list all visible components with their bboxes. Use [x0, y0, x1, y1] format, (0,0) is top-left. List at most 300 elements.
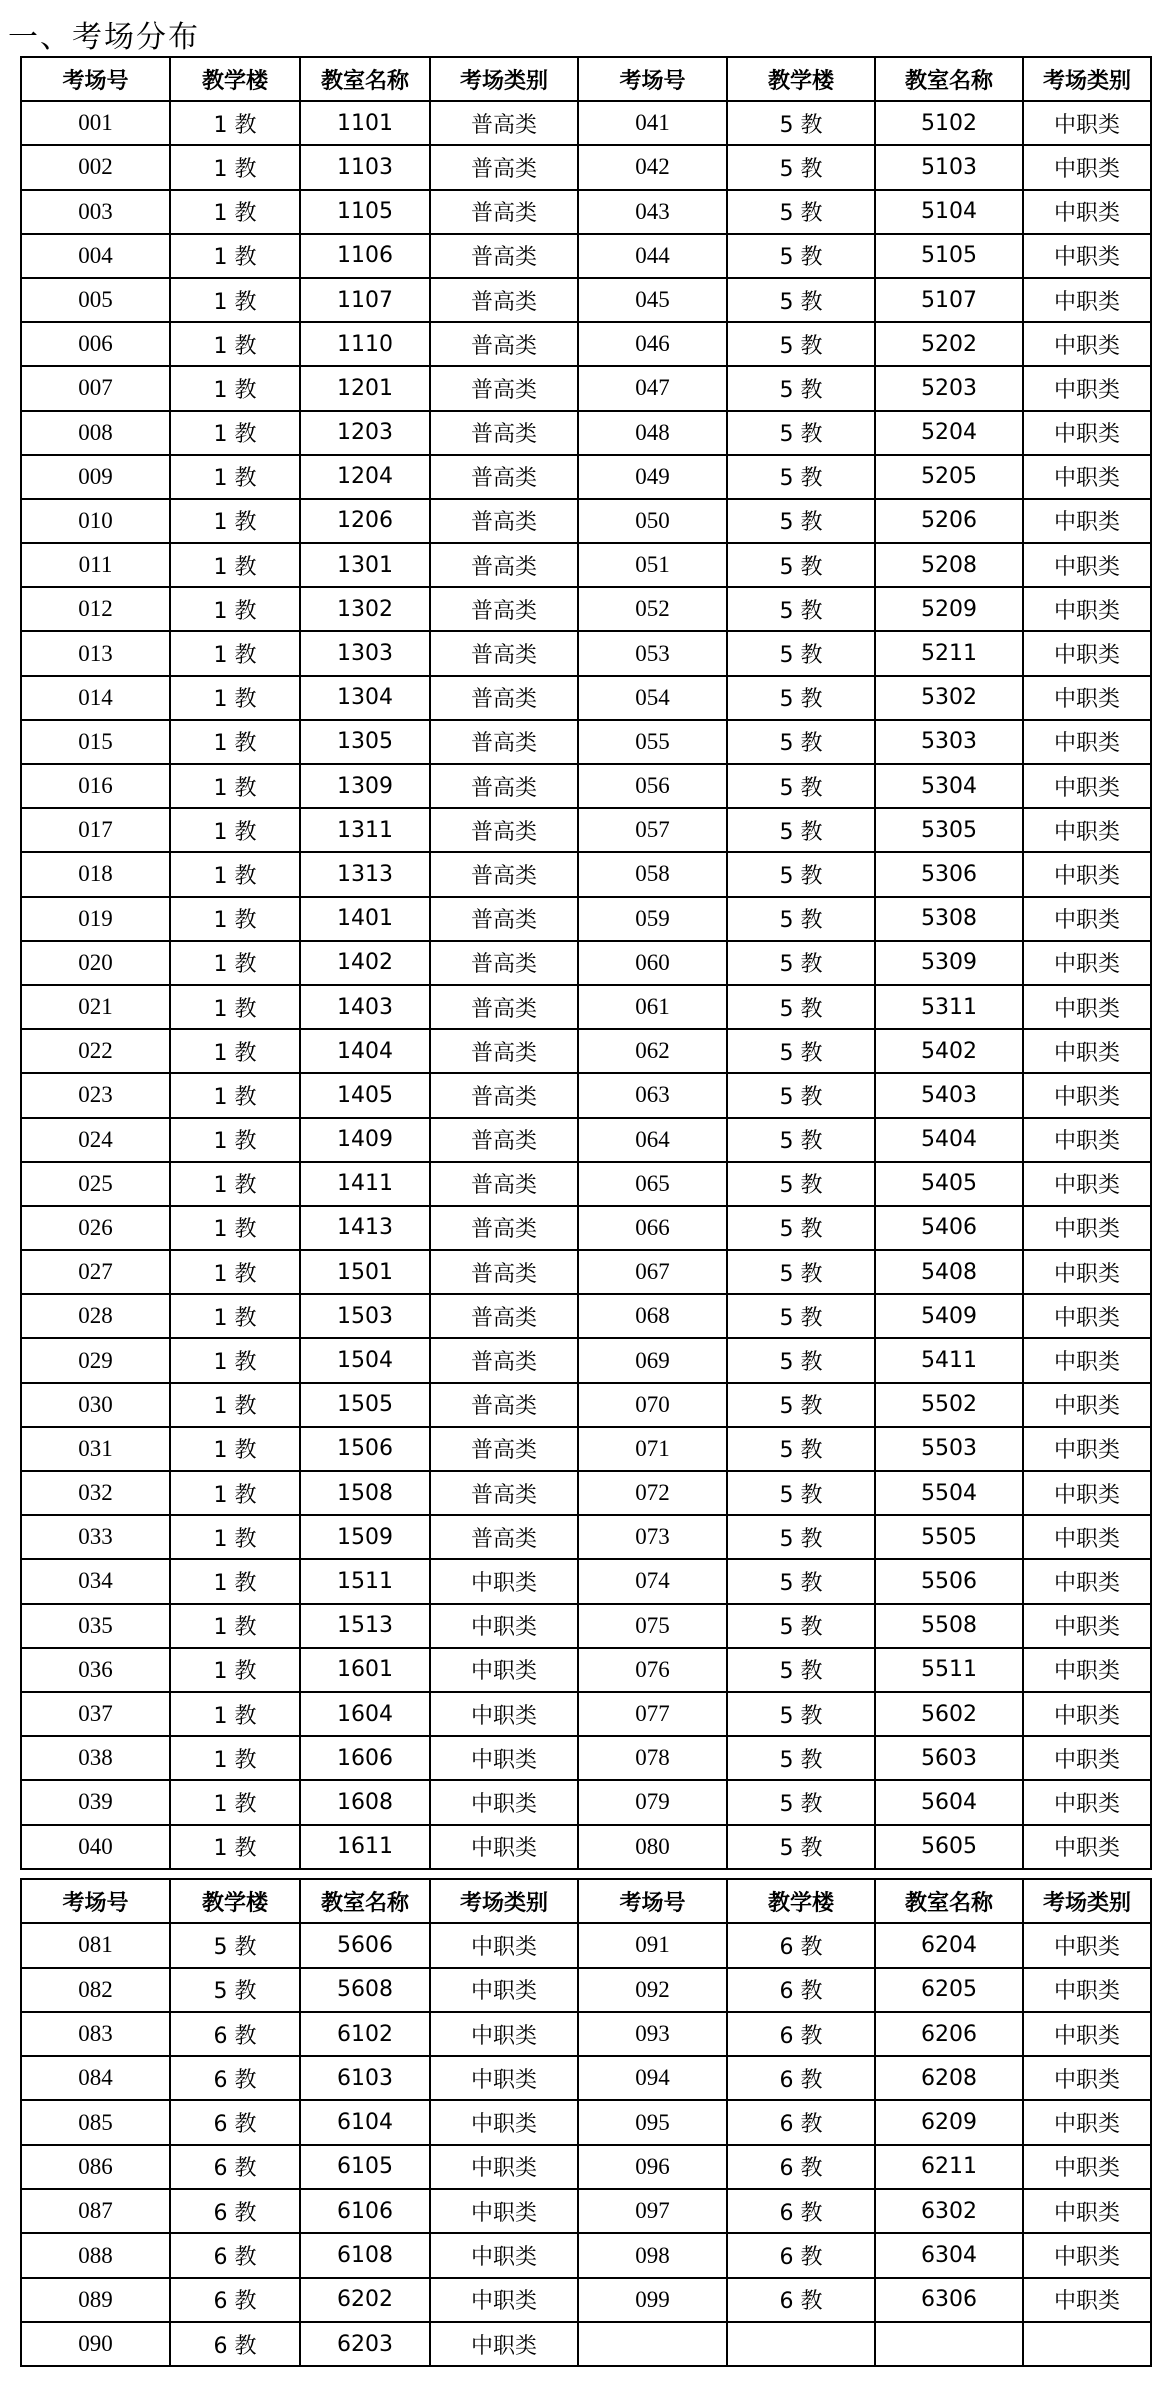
classroom-cell: 6306	[875, 2278, 1023, 2322]
column-header: 教室名称	[875, 57, 1023, 101]
column-header: 教室名称	[300, 1879, 430, 1923]
room-number-cell: 039	[21, 1780, 170, 1824]
room-number-cell: 040	[21, 1825, 170, 1869]
table-row	[21, 1559, 1151, 1603]
classroom-cell: 5303	[875, 720, 1023, 764]
room-number-cell: 079	[578, 1780, 727, 1824]
exam-room-table-2	[20, 1878, 1152, 2367]
classroom-cell: 1304	[300, 676, 430, 720]
table-row	[21, 366, 1151, 410]
room-number-cell: 067	[578, 1250, 727, 1294]
table-row	[21, 101, 1151, 145]
classroom-cell: 1309	[300, 764, 430, 808]
table-row	[21, 2145, 1151, 2189]
building-cell: 1 教	[170, 1604, 300, 1648]
room-number-cell: 021	[21, 985, 170, 1029]
room-number-cell: 053	[578, 631, 727, 675]
classroom-cell: 1110	[300, 322, 430, 366]
classroom-cell: 5602	[875, 1692, 1023, 1736]
column-header: 教学楼	[727, 57, 875, 101]
column-header: 考场类别	[1023, 1879, 1151, 1923]
classroom-cell: 5403	[875, 1073, 1023, 1117]
classroom-cell: 1606	[300, 1736, 430, 1780]
category-cell: 中职类	[430, 2145, 578, 2189]
category-cell: 中职类	[1023, 1206, 1151, 1250]
building-cell: 6 教	[727, 2056, 875, 2100]
room-number-cell: 016	[21, 764, 170, 808]
table-row	[21, 808, 1151, 852]
table-row	[21, 1736, 1151, 1780]
room-number-cell: 049	[578, 455, 727, 499]
category-cell: 中职类	[1023, 1029, 1151, 1073]
classroom-cell: 5102	[875, 101, 1023, 145]
column-header: 教室名称	[300, 57, 430, 101]
room-number-cell: 006	[21, 322, 170, 366]
room-number-cell: 031	[21, 1427, 170, 1471]
building-cell: 1 教	[170, 941, 300, 985]
room-number-cell: 048	[578, 411, 727, 455]
building-cell: 5 教	[727, 1338, 875, 1382]
classroom-cell: 6203	[300, 2322, 430, 2366]
building-cell: 1 教	[170, 499, 300, 543]
table-row	[21, 631, 1151, 675]
building-cell: 6 教	[170, 2145, 300, 2189]
room-number-cell: 059	[578, 897, 727, 941]
category-cell: 中职类	[1023, 1515, 1151, 1559]
room-number-cell: 098	[578, 2233, 727, 2277]
classroom-cell: 5503	[875, 1427, 1023, 1471]
building-cell: 5 教	[727, 1294, 875, 1338]
category-cell: 中职类	[430, 1559, 578, 1603]
building-cell: 1 教	[170, 101, 300, 145]
category-cell: 普高类	[430, 1073, 578, 1117]
classroom-cell: 5308	[875, 897, 1023, 941]
building-cell: 5 教	[727, 1029, 875, 1073]
classroom-cell: 6103	[300, 2056, 430, 2100]
category-cell: 中职类	[1023, 1294, 1151, 1338]
building-cell: 5 教	[170, 1968, 300, 2012]
building-cell: 5 教	[727, 455, 875, 499]
room-number-cell: 097	[578, 2189, 727, 2233]
room-number-cell: 022	[21, 1029, 170, 1073]
room-number-cell: 029	[21, 1338, 170, 1382]
room-number-cell: 072	[578, 1471, 727, 1515]
building-cell: 5 教	[727, 587, 875, 631]
building-cell: 6 教	[170, 2100, 300, 2144]
building-cell: 5 教	[727, 1471, 875, 1515]
room-number-cell: 037	[21, 1692, 170, 1736]
building-cell: 1 教	[170, 1118, 300, 1162]
table-row	[21, 1294, 1151, 1338]
category-cell: 普高类	[430, 1250, 578, 1294]
classroom-cell: 1313	[300, 852, 430, 896]
category-cell: 中职类	[1023, 2100, 1151, 2144]
category-cell: 普高类	[430, 631, 578, 675]
category-cell: 中职类	[430, 2322, 578, 2366]
category-cell: 中职类	[1023, 1736, 1151, 1780]
classroom-cell: 5511	[875, 1648, 1023, 1692]
building-cell: 1 教	[170, 1648, 300, 1692]
building-cell: 5 教	[727, 1073, 875, 1117]
table-row	[21, 1073, 1151, 1117]
building-cell: 6 教	[727, 2145, 875, 2189]
building-cell: 1 教	[170, 1073, 300, 1117]
classroom-cell: 5105	[875, 234, 1023, 278]
table-row	[21, 1923, 1151, 1967]
category-cell: 中职类	[1023, 499, 1151, 543]
room-number-cell: 062	[578, 1029, 727, 1073]
room-number-cell: 009	[21, 455, 170, 499]
category-cell: 中职类	[1023, 720, 1151, 764]
room-number-cell: 014	[21, 676, 170, 720]
building-cell: 6 教	[170, 2233, 300, 2277]
room-number-cell: 063	[578, 1073, 727, 1117]
room-number-cell: 065	[578, 1162, 727, 1206]
category-cell: 中职类	[1023, 1648, 1151, 1692]
section-title: 一、考场分布	[8, 20, 200, 55]
building-cell: 1 教	[170, 985, 300, 1029]
room-number-cell: 064	[578, 1118, 727, 1162]
classroom-cell: 6202	[300, 2278, 430, 2322]
category-cell: 中职类	[1023, 366, 1151, 410]
classroom-cell: 6205	[875, 1968, 1023, 2012]
room-number-cell: 020	[21, 941, 170, 985]
category-cell: 普高类	[430, 1338, 578, 1382]
table-row	[21, 720, 1151, 764]
classroom-cell: 6104	[300, 2100, 430, 2144]
room-number-cell: 082	[21, 1968, 170, 2012]
category-cell: 中职类	[430, 1648, 578, 1692]
classroom-cell: 5506	[875, 1559, 1023, 1603]
table-row	[21, 1692, 1151, 1736]
room-number-cell: 088	[21, 2233, 170, 2277]
classroom-cell: 1506	[300, 1427, 430, 1471]
table-row	[21, 587, 1151, 631]
category-cell: 普高类	[430, 366, 578, 410]
room-number-cell: 045	[578, 278, 727, 322]
classroom-cell: 5605	[875, 1825, 1023, 1869]
room-number-cell: 061	[578, 985, 727, 1029]
category-cell: 中职类	[1023, 852, 1151, 896]
building-cell: 5 教	[170, 1923, 300, 1967]
classroom-cell: 1608	[300, 1780, 430, 1824]
room-number-cell	[578, 2322, 727, 2366]
category-cell: 中职类	[1023, 764, 1151, 808]
classroom-cell: 1513	[300, 1604, 430, 1648]
header-row	[21, 1879, 1151, 1923]
room-number-cell: 011	[21, 543, 170, 587]
classroom-cell: 6102	[300, 2012, 430, 2056]
room-number-cell: 052	[578, 587, 727, 631]
classroom-cell: 1409	[300, 1118, 430, 1162]
building-cell: 5 教	[727, 1559, 875, 1603]
classroom-cell: 5404	[875, 1118, 1023, 1162]
category-cell: 普高类	[430, 764, 578, 808]
classroom-cell: 5209	[875, 587, 1023, 631]
category-cell: 中职类	[1023, 631, 1151, 675]
building-cell: 1 教	[170, 1294, 300, 1338]
room-number-cell: 027	[21, 1250, 170, 1294]
room-number-cell: 033	[21, 1515, 170, 1559]
room-number-cell: 025	[21, 1162, 170, 1206]
building-cell: 1 教	[170, 764, 300, 808]
building-cell: 1 教	[170, 1559, 300, 1603]
table-row	[21, 1648, 1151, 1692]
category-cell: 中职类	[1023, 2233, 1151, 2277]
category-cell: 中职类	[1023, 1427, 1151, 1471]
table-row	[21, 1338, 1151, 1382]
category-cell: 普高类	[430, 101, 578, 145]
room-number-cell: 055	[578, 720, 727, 764]
category-cell: 普高类	[430, 808, 578, 852]
building-cell: 5 教	[727, 1825, 875, 1869]
classroom-cell: 1411	[300, 1162, 430, 1206]
room-number-cell: 081	[21, 1923, 170, 1967]
table-row	[21, 2189, 1151, 2233]
classroom-cell: 5211	[875, 631, 1023, 675]
room-number-cell: 002	[21, 145, 170, 189]
classroom-cell: 5206	[875, 499, 1023, 543]
column-header: 考场号	[21, 1879, 170, 1923]
classroom-cell: 1405	[300, 1073, 430, 1117]
room-number-cell: 096	[578, 2145, 727, 2189]
table-row	[21, 1604, 1151, 1648]
classroom-cell: 5603	[875, 1736, 1023, 1780]
building-cell: 1 教	[170, 190, 300, 234]
table-row	[21, 2100, 1151, 2144]
table-row	[21, 1968, 1151, 2012]
room-number-cell: 091	[578, 1923, 727, 1967]
room-number-cell: 080	[578, 1825, 727, 1869]
room-number-cell: 087	[21, 2189, 170, 2233]
category-cell: 中职类	[1023, 941, 1151, 985]
room-number-cell: 089	[21, 2278, 170, 2322]
building-cell: 6 教	[727, 1968, 875, 2012]
classroom-cell: 5311	[875, 985, 1023, 1029]
classroom-cell: 1206	[300, 499, 430, 543]
building-cell: 5 教	[727, 941, 875, 985]
building-cell: 5 教	[727, 499, 875, 543]
classroom-cell: 5405	[875, 1162, 1023, 1206]
table-row	[21, 2012, 1151, 2056]
building-cell: 5 教	[727, 1427, 875, 1471]
category-cell: 中职类	[1023, 1250, 1151, 1294]
building-cell: 1 教	[170, 322, 300, 366]
category-cell: 中职类	[430, 2278, 578, 2322]
room-number-cell: 099	[578, 2278, 727, 2322]
room-number-cell: 095	[578, 2100, 727, 2144]
building-cell: 1 教	[170, 1250, 300, 1294]
classroom-cell: 1106	[300, 234, 430, 278]
room-number-cell: 068	[578, 1294, 727, 1338]
room-number-cell: 026	[21, 1206, 170, 1250]
header-row	[21, 57, 1151, 101]
category-cell: 普高类	[430, 234, 578, 278]
building-cell: 1 教	[170, 1471, 300, 1515]
building-cell: 1 教	[170, 631, 300, 675]
category-cell: 普高类	[430, 278, 578, 322]
building-cell: 1 教	[170, 145, 300, 189]
classroom-cell: 1601	[300, 1648, 430, 1692]
category-cell: 中职类	[1023, 2189, 1151, 2233]
classroom-cell: 1303	[300, 631, 430, 675]
room-number-cell: 035	[21, 1604, 170, 1648]
building-cell: 5 教	[727, 1515, 875, 1559]
table-row	[21, 234, 1151, 278]
category-cell: 普高类	[430, 985, 578, 1029]
classroom-cell: 6302	[875, 2189, 1023, 2233]
classroom-cell: 5604	[875, 1780, 1023, 1824]
room-number-cell: 075	[578, 1604, 727, 1648]
building-cell: 5 教	[727, 1692, 875, 1736]
building-cell: 1 教	[170, 1515, 300, 1559]
category-cell: 中职类	[1023, 1383, 1151, 1427]
building-cell: 5 教	[727, 1648, 875, 1692]
building-cell: 5 教	[727, 1206, 875, 1250]
category-cell: 普高类	[430, 1515, 578, 1559]
classroom-cell: 1508	[300, 1471, 430, 1515]
room-number-cell: 084	[21, 2056, 170, 2100]
classroom-cell: 1302	[300, 587, 430, 631]
room-number-cell: 093	[578, 2012, 727, 2056]
classroom-cell: 1107	[300, 278, 430, 322]
building-cell: 5 教	[727, 1604, 875, 1648]
category-cell: 中职类	[1023, 2145, 1151, 2189]
room-number-cell: 057	[578, 808, 727, 852]
building-cell: 1 教	[170, 1383, 300, 1427]
room-number-cell: 004	[21, 234, 170, 278]
table-row	[21, 676, 1151, 720]
room-number-cell: 085	[21, 2100, 170, 2144]
building-cell: 1 教	[170, 366, 300, 410]
classroom-cell: 1305	[300, 720, 430, 764]
classroom-cell: 5306	[875, 852, 1023, 896]
classroom-cell: 5104	[875, 190, 1023, 234]
building-cell: 6 教	[727, 2233, 875, 2277]
building-cell: 5 教	[727, 764, 875, 808]
classroom-cell: 5202	[875, 322, 1023, 366]
classroom-cell: 5608	[300, 1968, 430, 2012]
building-cell: 1 教	[170, 1825, 300, 1869]
building-cell: 1 教	[170, 1162, 300, 1206]
classroom-cell: 5409	[875, 1294, 1023, 1338]
building-cell: 5 教	[727, 543, 875, 587]
column-header: 考场号	[578, 1879, 727, 1923]
classroom-cell: 5606	[300, 1923, 430, 1967]
category-cell: 普高类	[430, 1118, 578, 1162]
table-body	[21, 1923, 1151, 2366]
classroom-cell: 1511	[300, 1559, 430, 1603]
building-cell: 1 教	[170, 1736, 300, 1780]
classroom-cell: 6304	[875, 2233, 1023, 2277]
room-number-cell: 030	[21, 1383, 170, 1427]
classroom-cell: 6204	[875, 1923, 1023, 1967]
classroom-cell: 6106	[300, 2189, 430, 2233]
room-number-cell: 051	[578, 543, 727, 587]
category-cell: 中职类	[430, 1736, 578, 1780]
classroom-cell: 1505	[300, 1383, 430, 1427]
building-cell: 5 教	[727, 1118, 875, 1162]
room-number-cell: 060	[578, 941, 727, 985]
table-row	[21, 455, 1151, 499]
building-cell: 6 教	[727, 2100, 875, 2144]
classroom-cell: 6206	[875, 2012, 1023, 2056]
column-header: 教学楼	[170, 57, 300, 101]
room-number-cell: 003	[21, 190, 170, 234]
classroom-cell: 1501	[300, 1250, 430, 1294]
category-cell: 普高类	[430, 190, 578, 234]
category-cell: 中职类	[1023, 1162, 1151, 1206]
classroom-cell: 5204	[875, 411, 1023, 455]
table-row	[21, 764, 1151, 808]
classroom-cell: 5304	[875, 764, 1023, 808]
category-cell: 中职类	[1023, 1559, 1151, 1603]
category-cell: 中职类	[1023, 234, 1151, 278]
room-number-cell: 005	[21, 278, 170, 322]
classroom-cell: 5302	[875, 676, 1023, 720]
classroom-cell: 1402	[300, 941, 430, 985]
exam-room-table-1	[20, 56, 1152, 1870]
category-cell: 普高类	[430, 455, 578, 499]
classroom-cell: 1201	[300, 366, 430, 410]
classroom-cell: 1204	[300, 455, 430, 499]
room-number-cell: 071	[578, 1427, 727, 1471]
classroom-cell: 6211	[875, 2145, 1023, 2189]
classroom-cell: 1311	[300, 808, 430, 852]
category-cell: 中职类	[1023, 543, 1151, 587]
room-number-cell: 013	[21, 631, 170, 675]
room-number-cell: 056	[578, 764, 727, 808]
category-cell: 普高类	[430, 1162, 578, 1206]
classroom-cell: 1413	[300, 1206, 430, 1250]
table-row	[21, 1471, 1151, 1515]
room-number-cell: 066	[578, 1206, 727, 1250]
category-cell: 普高类	[430, 852, 578, 896]
building-cell: 1 教	[170, 1427, 300, 1471]
category-cell: 普高类	[430, 720, 578, 764]
table-row	[21, 1250, 1151, 1294]
category-cell: 普高类	[430, 676, 578, 720]
category-cell: 中职类	[1023, 322, 1151, 366]
table-row	[21, 1825, 1151, 1869]
classroom-cell: 1404	[300, 1029, 430, 1073]
column-header: 教学楼	[727, 1879, 875, 1923]
category-cell: 中职类	[1023, 808, 1151, 852]
building-cell: 5 教	[727, 278, 875, 322]
building-cell: 5 教	[727, 1780, 875, 1824]
classroom-cell: 5107	[875, 278, 1023, 322]
category-cell: 中职类	[1023, 1073, 1151, 1117]
category-cell: 中职类	[1023, 1338, 1151, 1382]
room-number-cell: 092	[578, 1968, 727, 2012]
building-cell: 6 教	[170, 2012, 300, 2056]
category-cell: 普高类	[430, 145, 578, 189]
table-row	[21, 411, 1151, 455]
table-row	[21, 2278, 1151, 2322]
classroom-cell: 6105	[300, 2145, 430, 2189]
classroom-cell: 5504	[875, 1471, 1023, 1515]
building-cell: 5 教	[727, 411, 875, 455]
room-number-cell: 069	[578, 1338, 727, 1382]
building-cell: 5 教	[727, 190, 875, 234]
column-header: 考场号	[578, 57, 727, 101]
building-cell: 5 教	[727, 808, 875, 852]
building-cell: 1 教	[170, 676, 300, 720]
category-cell: 中职类	[1023, 455, 1151, 499]
classroom-cell: 1604	[300, 1692, 430, 1736]
building-cell: 1 教	[170, 1780, 300, 1824]
room-number-cell: 073	[578, 1515, 727, 1559]
